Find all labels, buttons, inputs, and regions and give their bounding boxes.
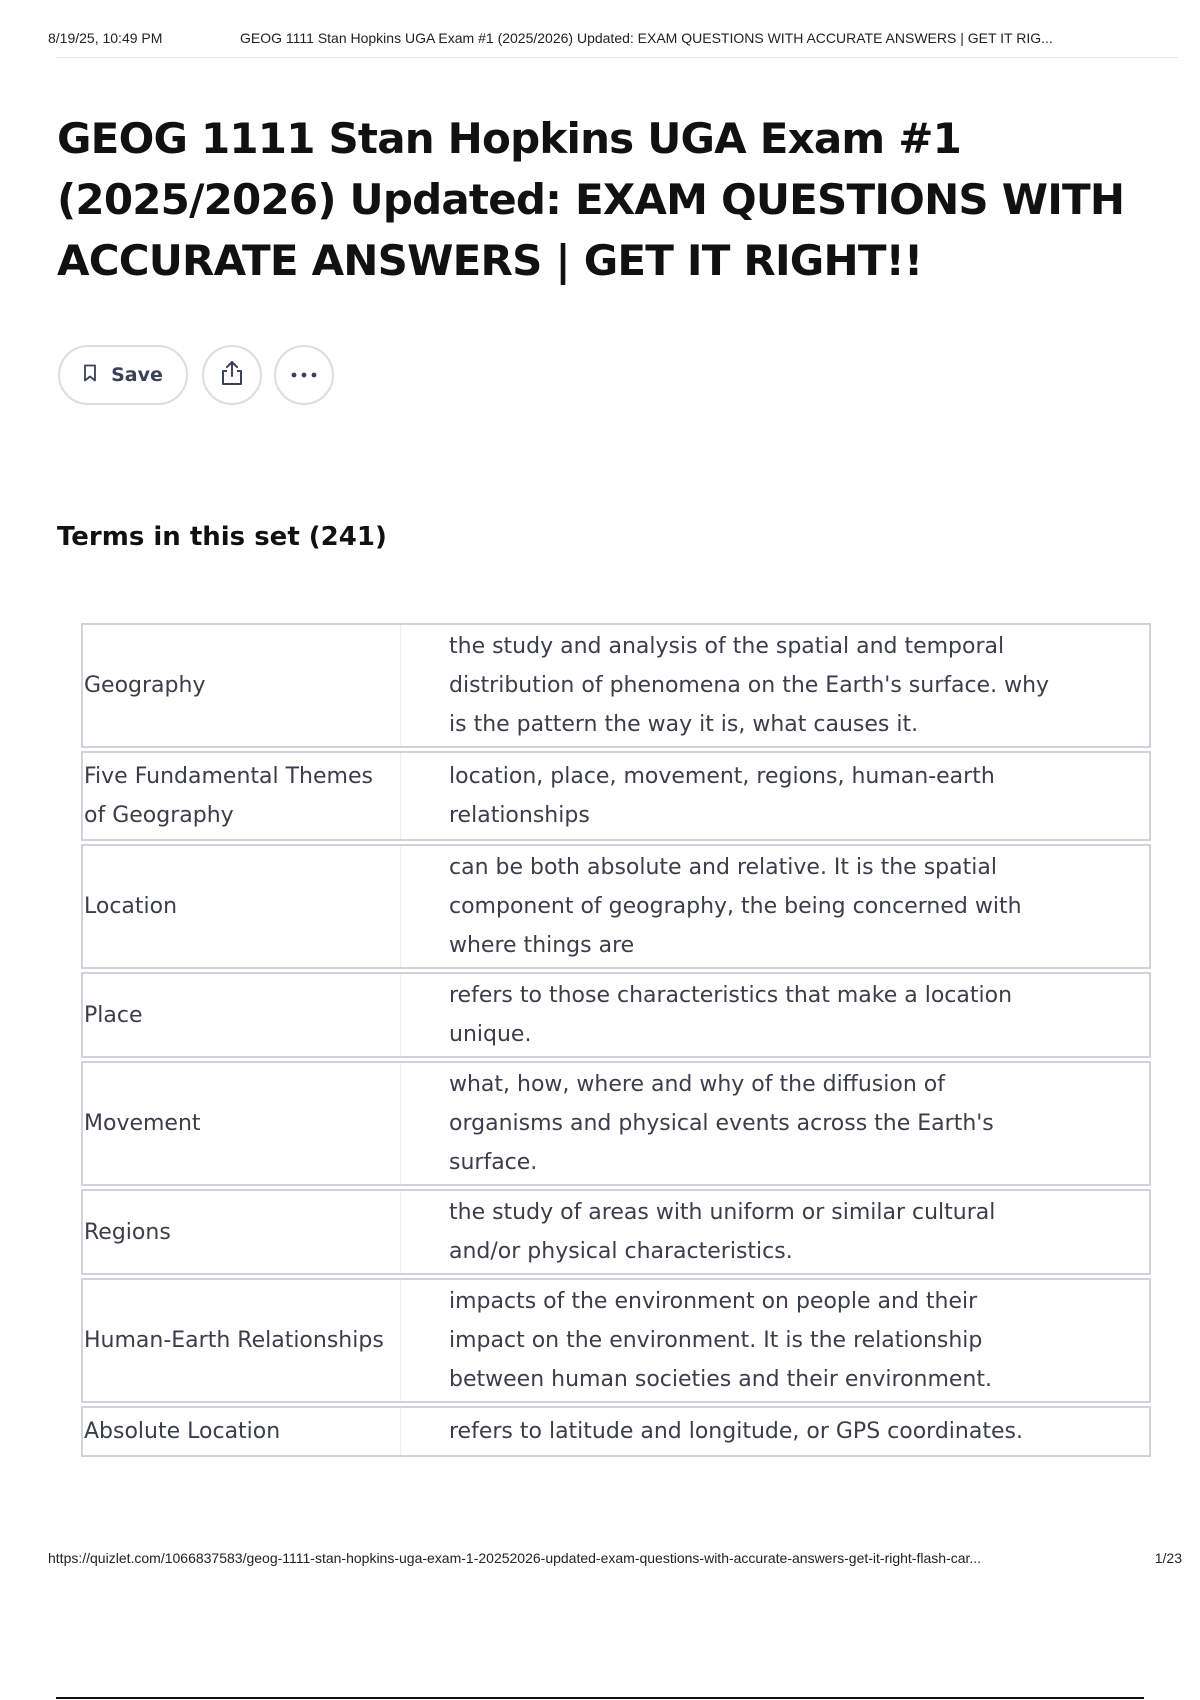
terms-heading: Terms in this set (241) (57, 522, 387, 552)
definition-text: the study of areas with uniform or similar cultural and/or physical characteristics. (449, 1200, 996, 1264)
page-title: GEOG 1111 Stan Hopkins UGA Exam #1 (2025/2026) Updated: EXAM QUESTIONS WITH ACCURATE ANSWERS | GET IT RIGHT!! (57, 114, 1125, 285)
page-number: 1/23 (1154, 1550, 1182, 1566)
definition-text: the study and analysis of the spatial and temporal distribution of phenomena on the Earth's surface. why is the pattern the way it is, what causes it. (449, 634, 1050, 737)
definition-text: location, place, movement, regions, human-earth relationships (449, 764, 995, 828)
term-row[interactable] (81, 1189, 1151, 1275)
share-icon (219, 359, 245, 392)
term-row[interactable] (81, 623, 1151, 748)
definition-text: refers to latitude and longitude, or GPS coordinates. (449, 1419, 1023, 1444)
share-button[interactable] (202, 345, 262, 405)
page-bottom-divider (56, 1697, 1144, 1699)
print-date: 8/19/25, 10:49 PM (48, 30, 163, 46)
term-text: Location (83, 846, 401, 967)
definition-text: can be both absolute and relative. It is the spatial component of geography, the being concerned with where things are (449, 855, 1022, 958)
term-row[interactable] (81, 751, 1151, 841)
action-bar (58, 345, 346, 405)
save-button-label: Save (111, 364, 163, 386)
term-text: Regions (83, 1191, 401, 1273)
term-row[interactable] (81, 1278, 1151, 1403)
term-row[interactable] (81, 972, 1151, 1058)
term-text: Place (83, 974, 401, 1056)
term-text: Five Fundamental Themes of Geography (83, 753, 401, 839)
header-divider (56, 57, 1178, 58)
print-footer (48, 1550, 1182, 1572)
term-text: Geography (83, 625, 401, 746)
definition-text: refers to those characteristics that make a location unique. (449, 983, 1013, 1047)
print-url: https://quizlet.com/1066837583/geog-1111-stan-hopkins-uga-exam-1-20252026-updated-exam-questions-with-accurate-answers-get-it-right-flash-car... (48, 1550, 982, 1566)
print-header (48, 30, 1178, 52)
definition-text: impacts of the environment on people and their impact on the environment. It is the relationship between human societies and their environment. (449, 1289, 992, 1392)
print-doc-title: GEOG 1111 Stan Hopkins UGA Exam #1 (2025/2026) Updated: EXAM QUESTIONS WITH ACCURATE ANSWERS | GET IT RIG... (240, 30, 1053, 46)
bookmark-icon (83, 364, 97, 387)
definition-text: what, how, where and why of the diffusion of organisms and physical events across the Earth's surface. (449, 1072, 994, 1175)
more-options-button[interactable] (274, 345, 334, 405)
more-horizontal-icon (290, 366, 318, 384)
term-row[interactable] (81, 1061, 1151, 1186)
term-text: Human-Earth Relationships (83, 1280, 401, 1401)
save-button[interactable] (58, 345, 188, 405)
term-row[interactable] (81, 844, 1151, 969)
terms-table (81, 623, 1151, 1460)
term-row[interactable] (81, 1406, 1151, 1457)
term-text: Movement (83, 1063, 401, 1184)
term-text: Absolute Location (83, 1408, 401, 1455)
